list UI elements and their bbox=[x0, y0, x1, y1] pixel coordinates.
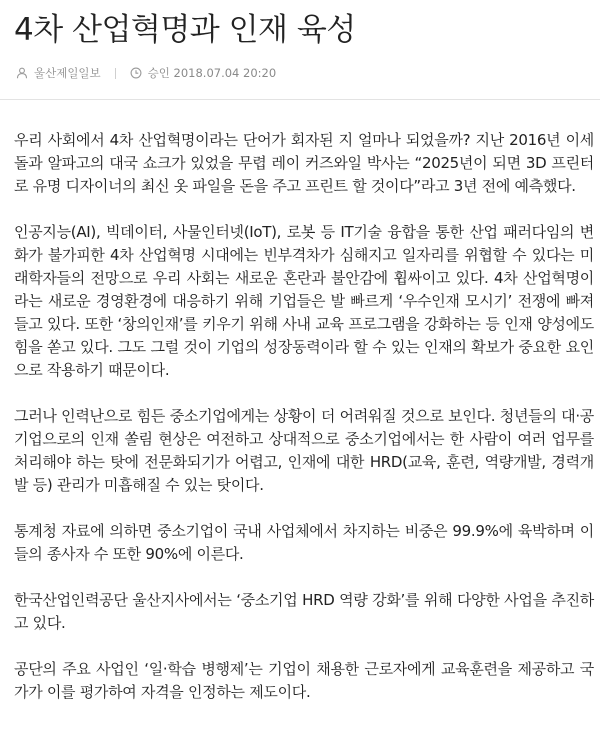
article-approval-date: 승인 2018.07.04 20:20 bbox=[147, 66, 277, 80]
article-paragraph: 통계청 자료에 의하면 중소기업이 국내 사업체에서 차지하는 비중은 99.9%에 육박하며 이들의 종사자 수 또한 90%에 이른다. bbox=[14, 522, 594, 563]
clock-icon bbox=[130, 67, 142, 79]
article-title: 4차 산업혁명과 인재 육성 bbox=[14, 12, 356, 48]
meta-divider bbox=[115, 68, 116, 79]
article-paragraph: 그러나 인력난으로 힘든 중소기업에게는 상황이 더 어려워질 것으로 보인다. 청년들의 대·공기업으로의 인재 쏠림 현상은 여전하고 상대적으로 중소기업에서는 한 사람이 여러 업무를 처리해야 하는 탓에 전문화되기가 어렵고, 인재에 대한 HRD(교육, 훈련, 역량개발, 경력개발 등) 관리가 미흡해질 수 있는 탓이다. bbox=[14, 407, 594, 494]
article-paragraph: 인공지능(AI), 빅데이터, 사물인터넷(IoT), 로봇 등 IT기술 융합을 통한 산업 패러다임의 변화가 불가피한 4차 산업혁명 시대에는 빈부격차가 심해지고 일자리를 위협할 수 있다는 미래학자들의 전망으로 우리 사회는 새로운 혼란과 불안감에 휩싸이고 있다. 4차 산업혁명이라는 새로운 경영환경에 대응하기 위해 기업들은 발 빠르게 ‘우수인재 모시기’ 전쟁에 빠져들고 있다. 또한 ‘창의인재’를 키우기 위해 사내 교육 프로그램을 강화하는 등 인재 양성에도 힘을 쏟고 있다. 그도 그럴 것이 기업의 성장동력이라 할 수 있는 인재의 확보가 중요한 요인으로 작용하기 때문이다. bbox=[14, 223, 594, 379]
article-paragraph: 한국산업인력공단 울산지사에서는 ‘중소기업 HRD 역량 강화’를 위해 다양한 사업을 추진하고 있다. bbox=[14, 591, 594, 632]
article-paragraph: 우리 사회에서 4차 산업혁명이라는 단어가 회자된 지 얼마나 되었을까? 지난 2016년 이세돌과 알파고의 대국 쇼크가 있었을 무렵 레이 커즈와일 박사는 “2025년이 되면 3D 프린터로 유명 디자이너의 최신 옷 파일을 돈을 주고 프린트 할 것이다”라고 3년 전에 예측했다. bbox=[14, 131, 594, 195]
article-meta bbox=[16, 64, 276, 82]
header-divider bbox=[0, 99, 600, 100]
article-body bbox=[14, 129, 594, 727]
article-author[interactable]: 울산제일일보 bbox=[34, 66, 101, 80]
person-icon bbox=[16, 67, 28, 79]
article-paragraph: 공단의 주요 사업인 ‘일·학습 병행제’는 기업이 채용한 근로자에게 교육훈련을 제공하고 국가가 이를 평가하여 자격을 인정하는 제도이다. bbox=[14, 660, 594, 701]
